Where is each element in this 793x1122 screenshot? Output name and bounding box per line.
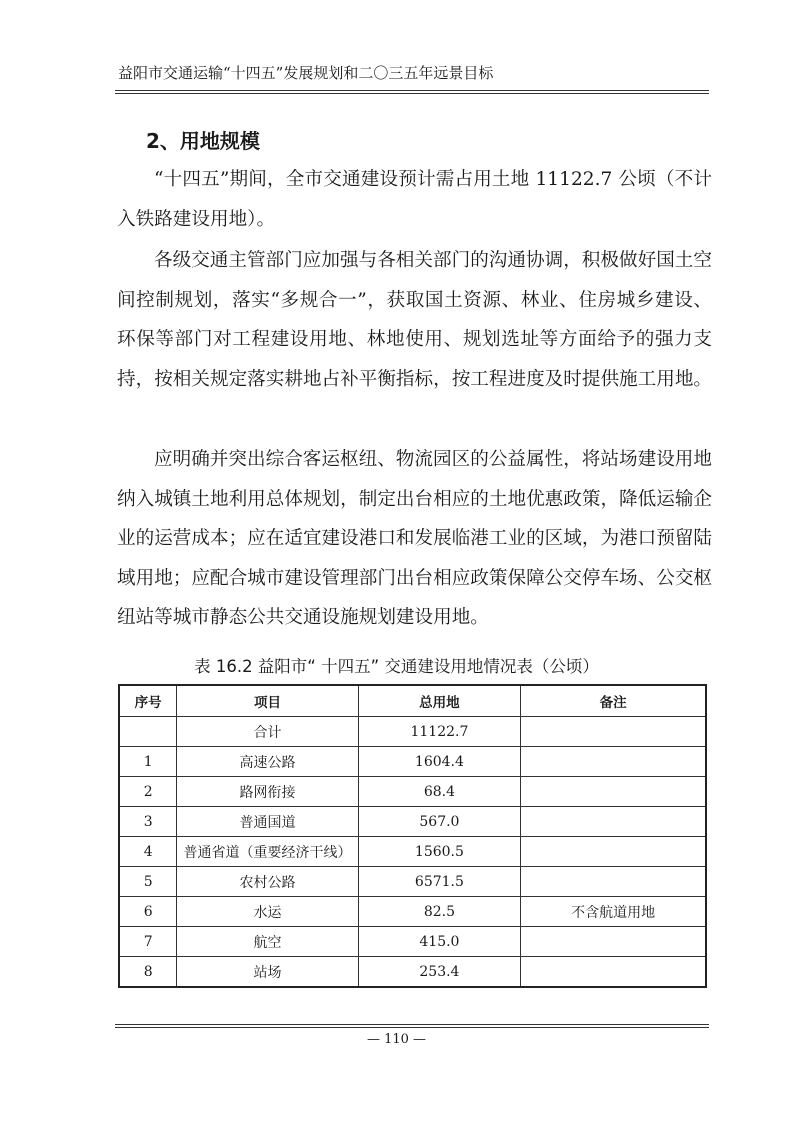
table-row: [119, 777, 706, 807]
section-title: 2、用地规模: [146, 129, 260, 153]
cell-index: 4: [119, 837, 177, 867]
cell-total-land: 1604.4: [358, 747, 521, 777]
table-header-row: [119, 685, 706, 717]
table-row: [119, 927, 706, 957]
table-row: [119, 747, 706, 777]
cell-index: 2: [119, 777, 177, 807]
cell-total-land: 567.0: [358, 807, 521, 837]
cell-remarks: [521, 837, 706, 867]
cell-total-land: 1560.5: [358, 837, 521, 867]
cell-total-land: 68.4: [358, 777, 521, 807]
cell-item: 路网衔接: [177, 777, 358, 807]
table-caption: 表 16.2 益阳市“ 十四五” 交通建设用地情况表（公顷）: [194, 657, 599, 676]
cell-item: 合计: [177, 717, 358, 747]
footer-divider: [115, 1024, 709, 1025]
cell-remarks: [521, 927, 706, 957]
cell-remarks: [521, 717, 706, 747]
cell-remarks: 不含航道用地: [521, 897, 706, 927]
page-number: — 110 —: [366, 1032, 427, 1047]
table-row: [119, 837, 706, 867]
cell-total-land: 253.4: [358, 957, 521, 988]
cell-item: 普通国道: [177, 807, 358, 837]
table-row: [119, 717, 706, 747]
cell-item: 农村公路: [177, 867, 358, 897]
running-header: 益阳市交通运输“十四五”发展规划和二〇三五年远景目标: [118, 64, 494, 82]
table-row: [119, 807, 706, 837]
column-header-total-land: 总用地: [358, 685, 521, 717]
column-header-item: 项目: [177, 685, 358, 717]
cell-index: 6: [119, 897, 177, 927]
paragraph-land-total: “十四五”期间，全市交通建设预计需占用土地 11122.7 公顷（不计入铁路建设用地）。: [117, 169, 712, 230]
cell-index: 8: [119, 957, 177, 988]
footer-divider-secondary: [115, 1027, 709, 1028]
cell-remarks: [521, 777, 706, 807]
cell-item: 高速公路: [177, 747, 358, 777]
cell-index: 7: [119, 927, 177, 957]
cell-item: 航空: [177, 927, 358, 957]
land-use-table: [118, 684, 707, 988]
cell-total-land: 6571.5: [358, 867, 521, 897]
table-row: [119, 867, 706, 897]
paragraph-coordination: 各级交通主管部门应加强与各相关部门的沟通协调，积极做好国土空间控制规划，落实“多规合一”，获取国土资源、林业、住房城乡建设、环保等部门对工程建设用地、林地使用、规划选址等方面给予的强力支持，按相关规定落实耕地占补平衡指标，按工程进度及时提供施工用地。: [117, 250, 713, 390]
cell-index: 5: [119, 867, 177, 897]
table-row: [119, 957, 706, 988]
cell-remarks: [521, 747, 706, 777]
cell-total-land: 11122.7: [358, 717, 521, 747]
cell-item: 站场: [177, 957, 358, 988]
cell-total-land: 82.5: [358, 897, 521, 927]
column-header-index: 序号: [119, 685, 177, 717]
table-row: [119, 897, 706, 927]
cell-index: [119, 717, 177, 747]
header-divider-secondary: [115, 93, 709, 94]
cell-remarks: [521, 867, 706, 897]
column-header-remarks: 备注: [521, 685, 706, 717]
cell-item: 普通省道（重要经济干线）: [177, 837, 358, 867]
cell-total-land: 415.0: [358, 927, 521, 957]
cell-remarks: [521, 957, 706, 988]
cell-item: 水运: [177, 897, 358, 927]
header-divider: [115, 90, 709, 91]
cell-index: 1: [119, 747, 177, 777]
paragraph-hub-land: 应明确并突出综合客运枢纽、物流园区的公益属性，将站场建设用地纳入城镇土地利用总体规划，制定出台相应的土地优惠政策，降低运输企业的运营成本；应在适宜建设港口和发展临港工业的区域，为港口预留陆域用地；应配合城市建设管理部门出台相应政策保障公交停车场、公交枢纽站等城市静态公共交通设施规划建设用地。: [117, 449, 713, 628]
cell-index: 3: [119, 807, 177, 837]
cell-remarks: [521, 807, 706, 837]
